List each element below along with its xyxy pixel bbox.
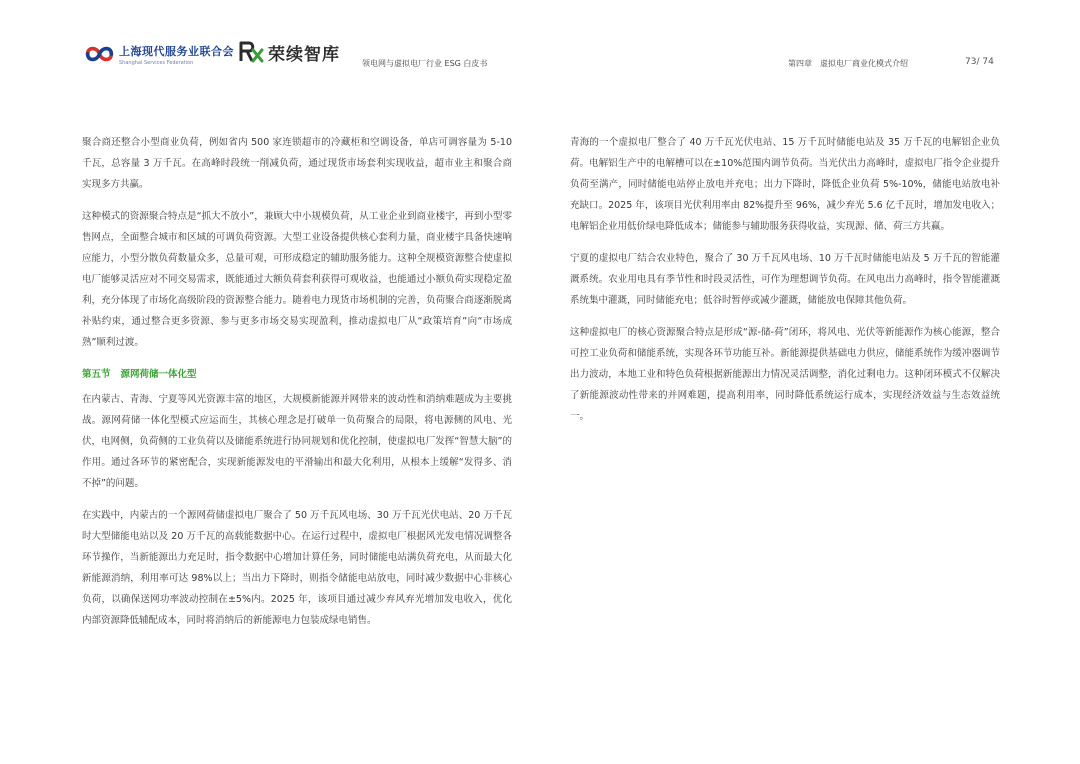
paragraph: 宁夏的虚拟电厂结合农业特色，聚合了 30 万千瓦风电场、10 万千瓦时储能电站及 5 万千瓦的智能灌溉系统。农业用电具有季节性和时段灵活性，可作为理想调节负荷。在风电出力高峰时，指令智能灌溉系统集中灌溉，同时储能充电；低谷时暂停或减少灌溉，储能放电保障其他负荷。 bbox=[570, 253, 1000, 306]
chapter-title: 第四章 虚拟电厂商业化模式介绍 bbox=[788, 59, 908, 68]
org-name-en: Shanghai Services Federation bbox=[119, 59, 194, 66]
org-name: 上海现代服务业联合会 bbox=[119, 44, 234, 58]
document-title: 领电网与虚拟电厂行业 ESG 白皮书 bbox=[362, 59, 488, 68]
rx-mark-icon bbox=[238, 40, 264, 64]
section-heading bbox=[82, 364, 512, 385]
right-column bbox=[570, 132, 1000, 438]
page-number: 73/ 74 bbox=[965, 57, 994, 67]
shanghai-services-federation-logo bbox=[84, 38, 234, 70]
paragraph: 聚合商还整合小型商业负荷，例如省内 500 家连锁超市的冷藏柜和空调设备，单店可调容量为 5-10 千瓦，总容量 3 万千瓦。在高峰时段统一削减负荷，通过现货市场套利实现收益，超市业主和聚合商实现多方共赢。 bbox=[82, 137, 512, 190]
paragraph: 青海的一个虚拟电厂整合了 40 万千瓦光伏电站、15 万千瓦时储能电站及 35 万千瓦的电解铝企业负荷。电解铝生产中的电解槽可以在±10%范围内调节负荷。当光伏出力高峰时，虚拟电厂指令企业提升负荷至满产，同时储能电站停止放电并充电；出力下降时，降低企业负荷 5%-10%，储能电站放电补充缺口。2025 年，该项目光伏利用率由 82%提升至 96%，减少弃光 5.6 亿千瓦时，增加发电收入；电解铝企业用低价绿电降低成本；储能参与辅助服务获得收益，实现源、储、荷三方共赢。 bbox=[570, 137, 1000, 232]
section-title: 源网荷储一体化型 bbox=[120, 369, 197, 380]
paragraph: 在内蒙古、青海、宁夏等风光资源丰富的地区，大规模新能源并网带来的波动性和消纳难题成为主要挑战。源网荷储一体化型模式应运而生，其核心理念是打破单一负荷聚合的局限，将电源侧的风电、光伏，电网侧，负荷侧的工业负荷以及储能系统进行协同规划和优化控制，使虚拟电厂发挥“智慧大脑”的作用。通过各环节的紧密配合，实现新能源发电的平滑输出和最大化利用，从根本上缓解“发得多、消不掉”的问题。 bbox=[82, 394, 512, 489]
section-number: 第五节 bbox=[82, 369, 111, 380]
left-column bbox=[82, 132, 512, 642]
brand-logo bbox=[238, 38, 340, 66]
paragraph: 这种模式的资源聚合特点是“抓大不放小”，兼顾大中小规模负荷，从工业企业到商业楼宇，再到小型零售网点，全面整合城市和区域的可调负荷资源。大型工业设备提供核心套利力量，商业楼宇具备快速响应能力，小型分散负荷数量众多，总量可观，可形成稳定的辅助服务能力。这种全规模资源整合使虚拟电厂能够灵活应对不同交易需求，既能通过大额负荷套利获得可观收益，也能通过小额负荷实现稳定盈利，充分体现了市场化高级阶段的资源整合能力。随着电力现货市场机制的完善，负荷聚合商逐渐脱离补贴约束，通过整合更多资源、参与更多市场交易实现盈利，推动虚拟电厂从“政策培育”向“市场成熟”顺利过渡。 bbox=[82, 211, 512, 348]
federation-emblem-icon bbox=[84, 41, 115, 67]
brand-name: 荣续智库 bbox=[268, 44, 340, 65]
paragraph: 在实践中，内蒙古的一个源网荷储虚拟电厂聚合了 50 万千瓦风电场、30 万千瓦光伏电站、20 万千瓦时大型储能电站以及 20 万千瓦的高载能数据中心。在运行过程中，虚拟电厂根据风光发电情况调整各环节操作，当新能源出力充足时，指令数据中心增加计算任务，同时储能电站满负荷充电，从而最大化新能源消纳，利用率可达 98%以上；当出力下降时，则指令储能电站放电，同时减少数据中心非核心负荷，以确保送网功率波动控制在±5%内。2025 年，该项目通过减少弃风弃光增加发电收入，优化内部资源降低辅配成本，同时将消纳后的新能源电力包装成绿电销售。 bbox=[82, 510, 512, 626]
page-header bbox=[0, 0, 1080, 80]
paragraph: 这种虚拟电厂的核心资源聚合特点是形成“源-储-荷”闭环，将风电、光伏等新能源作为核心能源，整合可控工业负荷和储能系统，实现各环节功能互补。新能源提供基础电力供应，储能系统作为缓冲器调节出力波动，本地工业和特色负荷根据新能源出力情况灵活调整，消化过剩电力。这种闭环模式不仅解决了新能源波动性带来的并网难题，提高利用率，同时降低系统运行成本，实现经济效益与生态效益统一。 bbox=[570, 327, 1000, 422]
